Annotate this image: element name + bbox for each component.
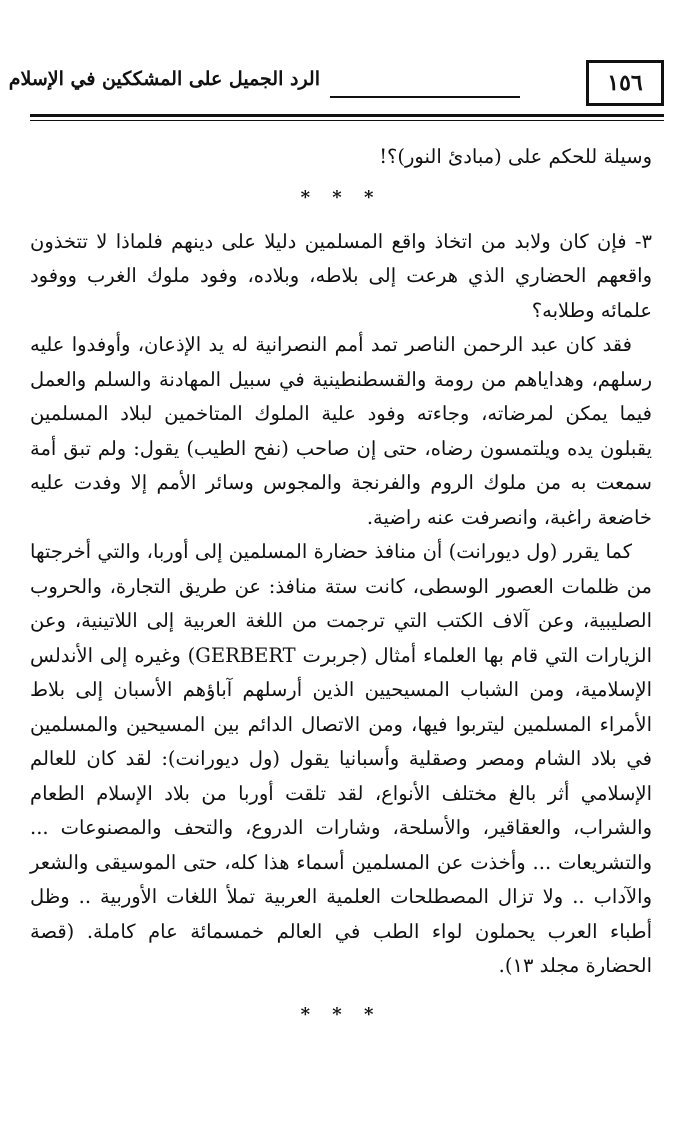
running-title: الرد الجميل على المشككين في الإسلام	[8, 68, 320, 90]
header-rule-thick	[30, 114, 664, 117]
paragraph-point-3: ٣- فإن كان ولابد من اتخاذ واقع المسلمين دليلا على دينهم فلماذا لا تتخذون واقعهم الحضاري الذي هرعت إلى بلاطه، وبلاده، وفود ملوك الغرب ووفود علمائه وطلابه؟	[30, 229, 652, 322]
paragraph-continuation: وسيلة للحكم على (مبادئ النور)؟!	[379, 145, 652, 168]
section-separator-stars-end: * * *	[300, 1003, 382, 1025]
section-separator-stars: * * *	[300, 186, 382, 208]
paragraph-durant: كما يقرر (ول ديورانت) أن منافذ حضارة المسلمين إلى أوربا، والتي أخرجتها من ظلمات العصور الوسطى، كانت ستة منافذ: عن طريق التجارة، والحروب الصليبية، وعن آلاف الكتب التي ترجمت من اللغة العربية إلى اللاتينية، وعن الزيارات التي قام بها العلماء أمثال (جربرت GERBERT) وغيره إلى الأندلس الإسلامية، ومن الشباب المسيحيين الذين أرسلهم آباؤهم الأسبان إلى بلاط الأمراء المسلمين ليتربوا فيها، ومن الاتصال الدائم بين المسيحين والمسلمين في بلاد الشام ومصر وصقلية وأسبانيا يقول (ول ديورانت): لقد كان للعالم الإسلامي أثر بالغ مختلف الأنواع، لقد تلقت أوربا من بلاد الإسلام الطعام والشراب، والعقاقير، والأسلحة، وشارات الدروع، والتحف والمصنوعات ... والتشريعات ... وأخذت عن المسلمين أسماء هذا كله، حتى الموسيقى والشعر والآداب .. ولا تزال المصطلحات العلمية العربية تملأ اللغات الأوربية .. وظل أطباء العرب يحملون لواء الطب في العالم خمسمائة عام كاملة. (قصة الحضارة مجلد ١٣).	[30, 540, 652, 977]
header-rule-thin	[30, 120, 664, 121]
paragraph-nasir: فقد كان عبد الرحمن الناصر تمد أمم النصرانية له يد الإذعان، وأوفدوا عليه رسلهم، وهداياهم من رومة والقسطنطينية في سبيل المهادنة والسلم والعمل فيما يمكن لمرضاته، وجاءته وفود علية الملوك المتاخمين لبلاد المسلمين يقبلون يده ويلتمسون رضاه، حتى إن صاحب (نفح الطيب) يقول: ولم تبق أمة سمعت به من ملوك الروم والفرنجة والمجوس وسائر الأمم إلا وفدت عليه خاضعة راغبة، وانصرفت عنه راضية.	[30, 333, 652, 529]
header-dash-line	[330, 96, 520, 98]
page-number: ١٥٦	[586, 60, 664, 106]
page-header	[8, 60, 664, 112]
page-body	[30, 140, 652, 1042]
